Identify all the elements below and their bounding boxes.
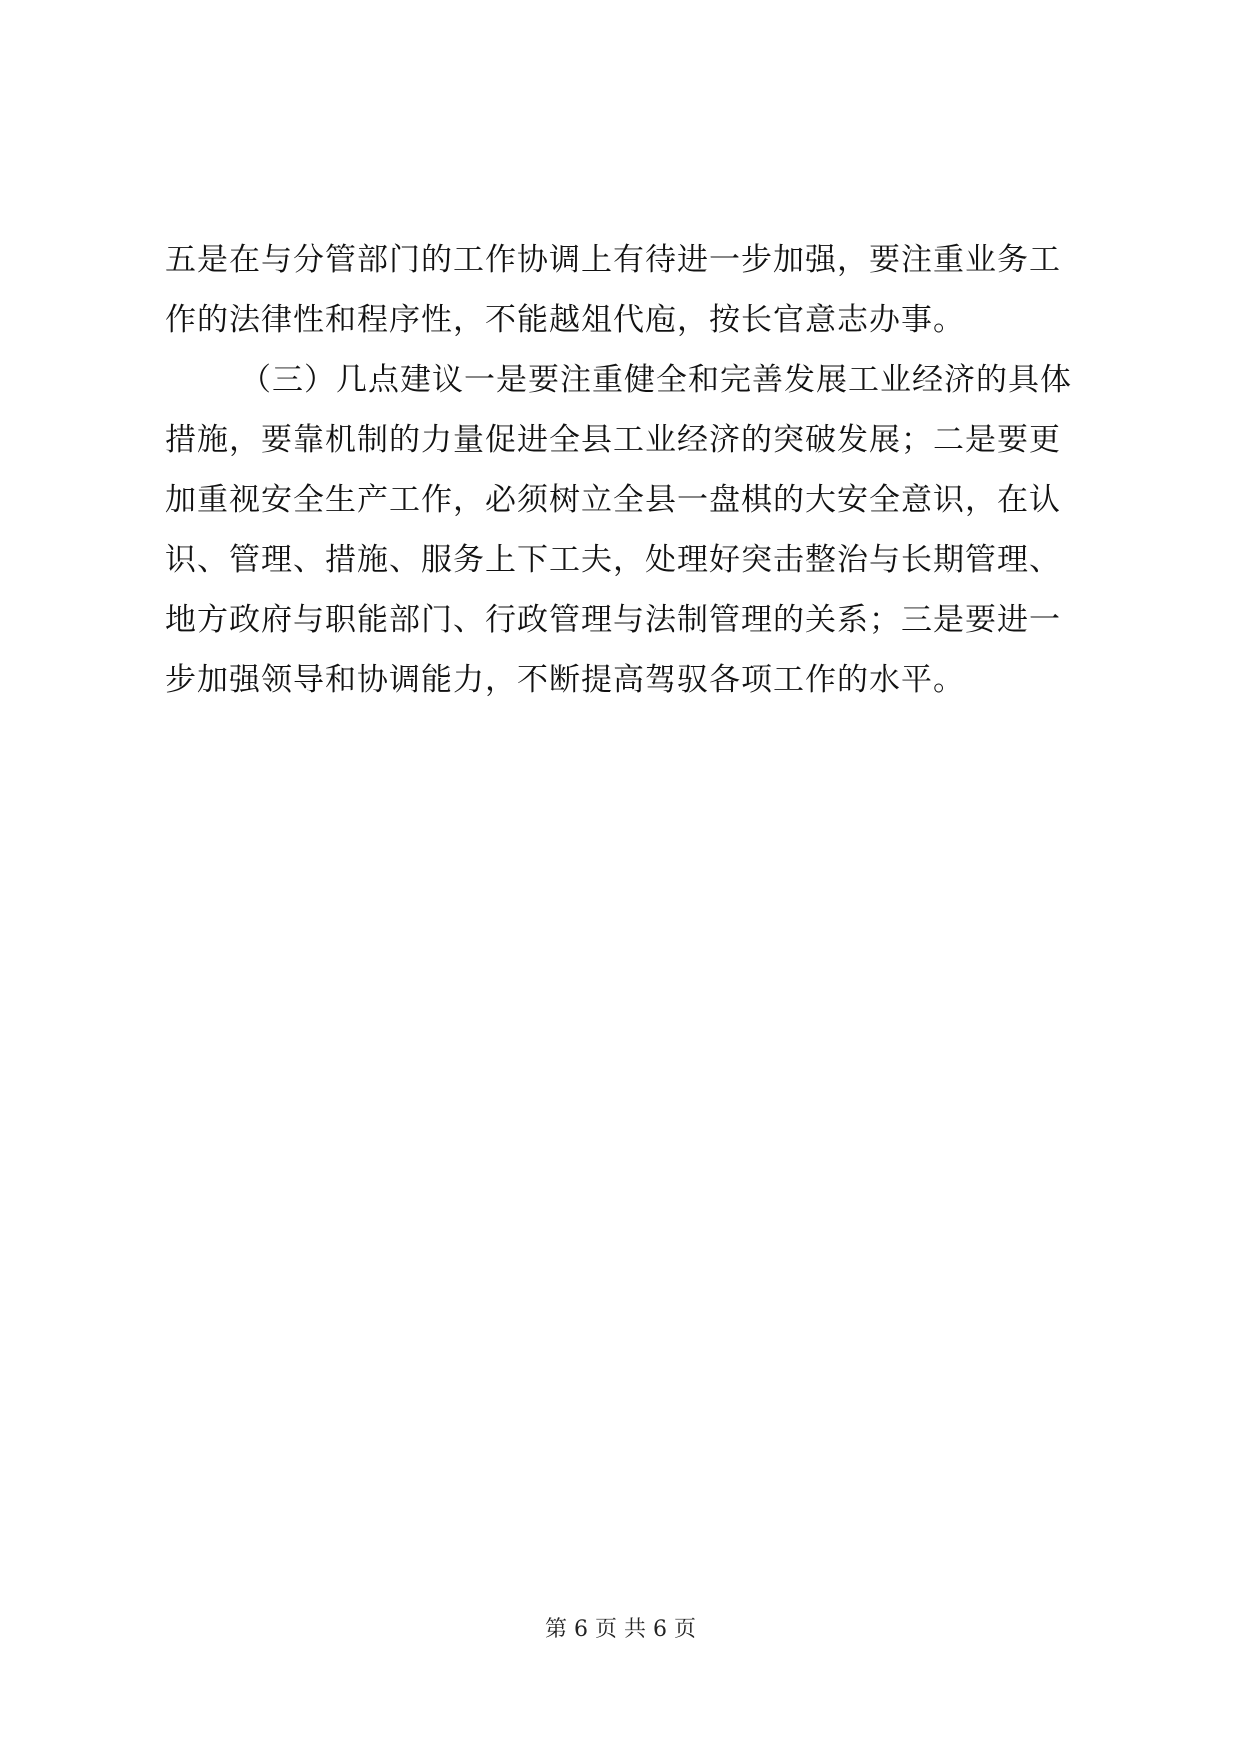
text-line: 加重视安全生产工作，必须树立全县一盘棋的大安全意识，在认 [165,482,1061,518]
page-number-footer: 第 6 页 共 6 页 [545,1617,696,1642]
text-line: 措施，要靠机制的力量促进全县工业经济的突破发展；二是要更 [165,422,1061,458]
text-line: 作的法律性和程序性，不能越俎代庖，按长官意志办事。 [165,302,965,338]
text-line: 识、管理、措施、服务上下工夫，处理好突击整治与长期管理、 [165,542,1061,578]
text-line: 地方政府与职能部门、行政管理与法制管理的关系；三是要进一 [165,602,1061,638]
text-line: 五是在与分管部门的工作协调上有待进一步加强，要注重业务工 [165,242,1061,278]
text-line: 步加强领导和协调能力，不断提高驾驭各项工作的水平。 [165,662,965,698]
document-body [165,230,1110,710]
paragraph-first-line: （三）几点建议一是要注重健全和完善发展工业经济的具体 [240,362,1072,398]
